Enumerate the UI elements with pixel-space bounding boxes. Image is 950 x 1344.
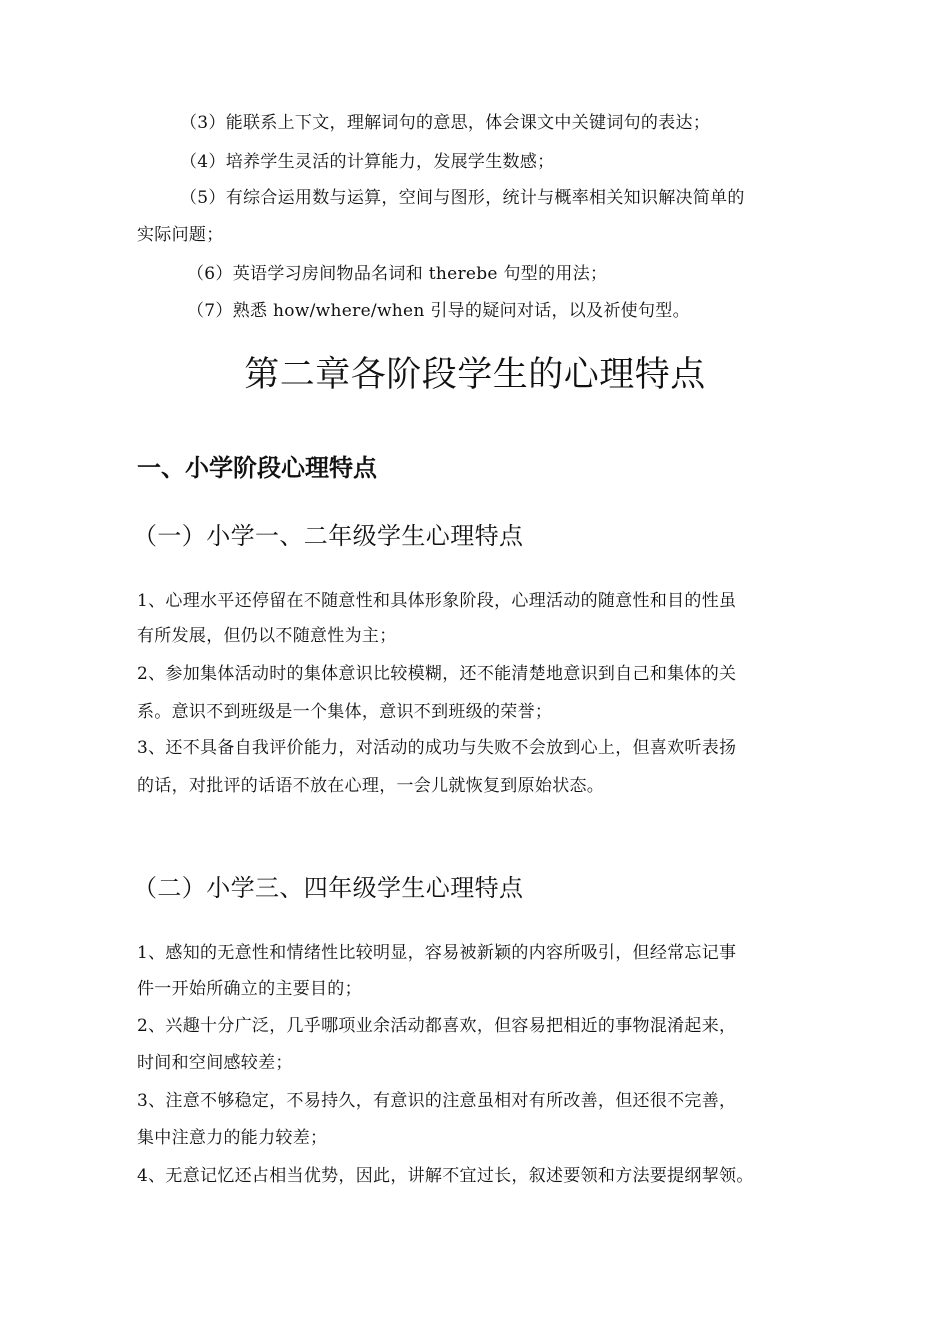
sub2-line-5: 3、注意不够稳定，不易持久，有意识的注意虽相对有所改善，但还很不完善， <box>137 1091 737 1111</box>
objective-7: （7）熟悉 how/where/when 引导的疑问对话，以及祈使句型。 <box>187 301 690 321</box>
subsection-2-title: （二）小学三、四年级学生心理特点 <box>133 874 524 902</box>
sub2-line-7: 4、无意记忆还占相当优势，因此，讲解不宜过长，叙述要领和方法要提纲挈领。 <box>137 1166 754 1186</box>
sub2-line-6: 集中注意力的能力较差； <box>137 1128 328 1148</box>
sub1-line-5: 3、还不具备自我评价能力，对活动的成功与失败不会放到心上，但喜欢听表扬 <box>137 738 737 758</box>
sub2-line-4: 时间和空间感较差； <box>137 1053 293 1073</box>
subsection-1-title: （一）小学一、二年级学生心理特点 <box>133 522 524 550</box>
sub1-line-3: 2、参加集体活动时的集体意识比较模糊，还不能清楚地意识到自己和集体的关 <box>137 664 737 684</box>
sub2-line-3: 2、兴趣十分广泛，几乎哪项业余活动都喜欢，但容易把相近的事物混淆起来， <box>137 1016 737 1036</box>
objective-5: （5）有综合运用数与运算，空间与图形，统计与概率相关知识解决简单的 <box>180 188 745 208</box>
section-heading: 一、小学阶段心理特点 <box>137 454 377 482</box>
sub1-line-1: 1、心理水平还停留在不随意性和具体形象阶段，心理活动的随意性和目的性虽 <box>137 591 737 611</box>
objective-6: （6）英语学习房间物品名词和 therebe 句型的用法； <box>187 264 608 284</box>
sub2-line-2: 件一开始所确立的主要目的； <box>137 979 362 999</box>
chapter-title: 第二章各阶段学生的心理特点 <box>244 355 706 395</box>
sub1-line-2: 有所发展，但仍以不随意性为主； <box>137 626 397 646</box>
sub1-line-6: 的话，对批评的话语不放在心理，一会儿就恢复到原始状态。 <box>137 776 605 796</box>
objective-3: （3）能联系上下文，理解词句的意思，体会课文中关键词句的表达； <box>180 113 711 133</box>
objective-4: （4）培养学生灵活的计算能力，发展学生数感； <box>180 152 555 172</box>
sub2-line-1: 1、感知的无意性和情绪性比较明显，容易被新颖的内容所吸引，但经常忘记事 <box>137 943 737 963</box>
sub1-line-4: 系。意识不到班级是一个集体，意识不到班级的荣誉； <box>137 702 553 722</box>
objective-5-continued: 实际问题； <box>137 225 224 245</box>
